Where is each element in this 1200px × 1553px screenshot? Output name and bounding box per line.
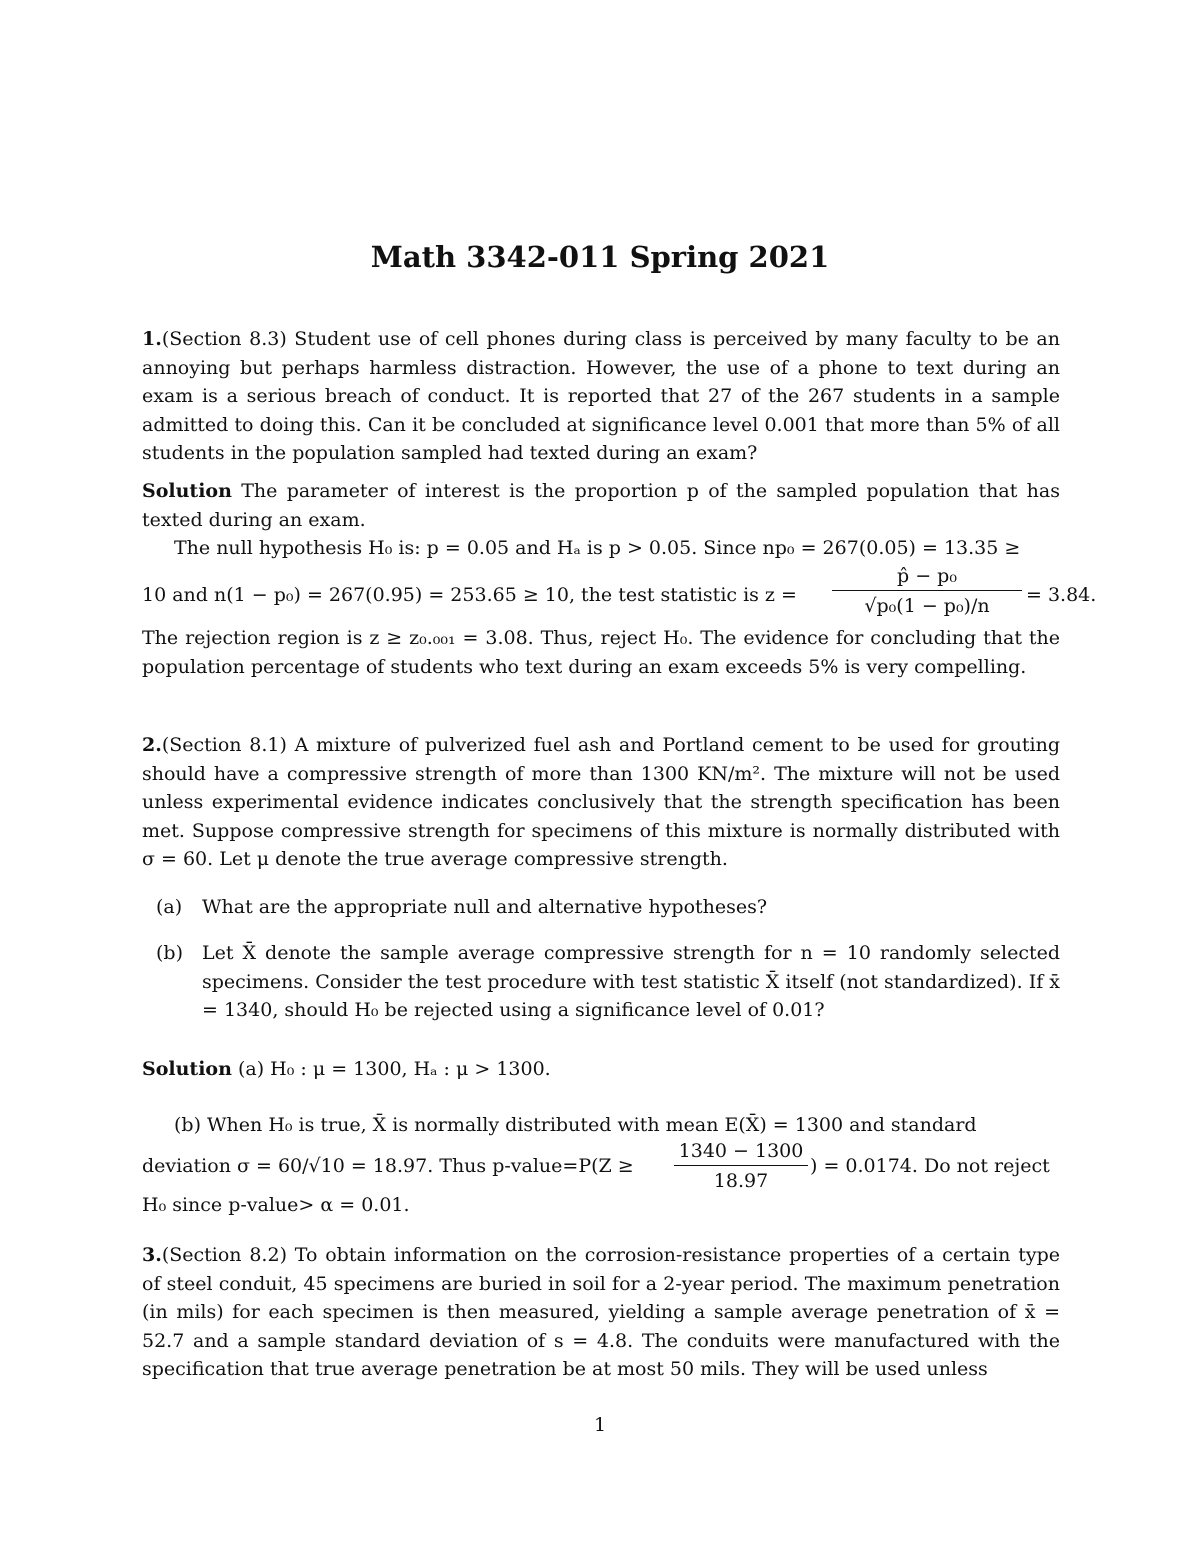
problem-2 — [142, 731, 1060, 874]
test-statistic-fraction — [832, 564, 1022, 619]
problem-1-solution-intro — [142, 477, 1060, 534]
problem-1-conclusion: The rejection region is z ≥ z₀.₀₀₁ = 3.08. Thus, reject H₀. The evidence for concluding that the population percentage of students who text during an exam exceeds 5% is very compelling. — [142, 627, 1060, 678]
part-label: (b) — [156, 942, 183, 964]
page-title: Math 3342-011 Spring 2021 — [370, 240, 830, 274]
problem-3-number: 3. — [142, 1244, 162, 1266]
part-text: What are the appropriate null and alternative hypotheses? — [202, 896, 768, 918]
part-label: (a) — [156, 896, 183, 918]
page-number: 1 — [593, 1414, 607, 1436]
fraction-numerator: 1340 − 1300 — [674, 1139, 808, 1166]
test-statistic-line — [142, 562, 1097, 622]
p-value-right: ) = 0.0174. Do not reject — [810, 1155, 1050, 1177]
test-statistic-value: = 3.84. — [1026, 584, 1097, 606]
solution-label: Solution — [142, 480, 232, 502]
problem-3-text: (Section 8.2) To obtain information on the corrosion-resistance properties of a certain type of steel conduit, 45 specimens are buried in soil for a 2-year period. The maximum penetration (in mils) for each specimen is then measured, yielding a sample average penetration of x̄ = 52.7 and a sample standard deviation of s = 4.8. The conduits were manufactured with the specification that true average penetration be at most 50 mils. They will be used unless — [142, 1244, 1060, 1380]
problem-2-solution-a — [142, 1055, 1060, 1084]
fraction-numerator: p̂ − p₀ — [832, 564, 1022, 591]
problem-1 — [142, 325, 1060, 468]
solution-a-text: (a) H₀ : μ = 1300, Hₐ : μ > 1300. — [237, 1058, 551, 1080]
problem-2-part-a — [156, 893, 1060, 922]
fraction-denominator: 18.97 — [713, 1170, 769, 1192]
problem-1-number: 1. — [142, 328, 162, 350]
test-statistic-left: 10 and n(1 − p₀) = 267(0.95) = 253.65 ≥ 10, the test statistic is z = — [142, 584, 797, 606]
p-value-left: deviation σ = 60/√10 = 18.97. Thus p-value=P(Z ≥ — [142, 1155, 634, 1177]
p-value-line — [142, 1133, 1060, 1193]
problem-1-text: (Section 8.3) Student use of cell phones during class is perceived by many faculty to be an annoying but perhaps harmless distraction. However, the use of a phone to text during an exam is a serious breach of conduct. It is reported that 27 of the 267 students in a sample admitted to doing this. Can it be concluded at significance level 0.001 that more than 5% of all students in the population sampled had texted during an exam? — [142, 328, 1060, 464]
solution-intro-text: The parameter of interest is the proportion p of the sampled population that has texted during an exam. — [142, 480, 1060, 531]
p-value-fraction — [674, 1139, 808, 1194]
problem-2-part-b — [156, 939, 1060, 1025]
null-hypothesis-line: The null hypothesis H₀ is: p = 0.05 and Hₐ is p > 0.05. Since np₀ = 267(0.05) = 13.35 ≥ — [174, 537, 1021, 559]
fraction-denominator: √p₀(1 − p₀)/n — [864, 595, 990, 617]
solution-b-line-1: (b) When H₀ is true, X̄ is normally distributed with mean E(X̄) = 1300 and standard — [174, 1114, 977, 1136]
part-text: Let X̄ denote the sample average compressive strength for n = 10 randomly selected specimens. Consider the test procedure with test statistic X̄ itself (not standardized). If x̄ = 1340, should H₀ be rejected using a significance level of 0.01? — [202, 942, 1060, 1021]
solution-label: Solution — [142, 1058, 232, 1080]
problem-2-text: (Section 8.1) A mixture of pulverized fuel ash and Portland cement to be used for grouting should have a compressive strength of more than 1300 KN/m². The mixture will not be used unless experimental evidence indicates conclusively that the strength specification has been met. Suppose compressive strength for specimens of this mixture is normally distributed with σ = 60. Let μ denote the true average compressive strength. — [142, 734, 1060, 870]
solution-b-line-3: H₀ since p-value> α = 0.01. — [142, 1194, 410, 1216]
problem-2-number: 2. — [142, 734, 162, 756]
problem-3 — [142, 1241, 1060, 1384]
